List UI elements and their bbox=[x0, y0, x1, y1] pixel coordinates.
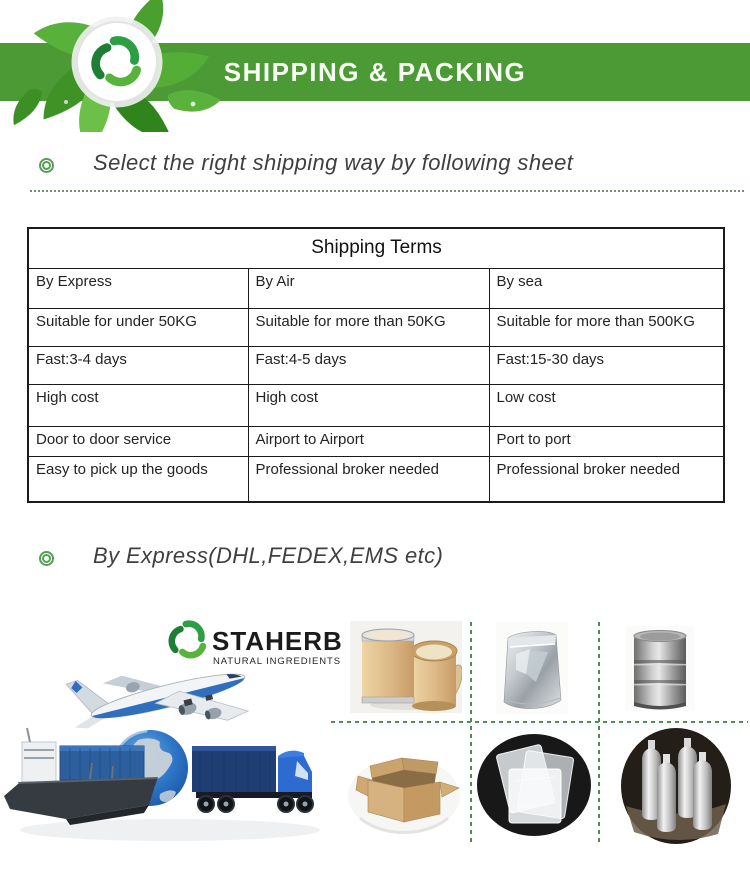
shadow bbox=[20, 819, 320, 841]
divider-dotted-line bbox=[30, 190, 744, 192]
aluminum-bottles-photo bbox=[618, 726, 734, 846]
table-cell: Fast:15-30 days bbox=[489, 347, 724, 385]
grid-dashed-line-vertical bbox=[598, 622, 600, 845]
table-row bbox=[28, 385, 724, 427]
table-cell: By sea bbox=[489, 269, 724, 309]
table-cell: High cost bbox=[248, 385, 489, 427]
table-cell: High cost bbox=[28, 385, 248, 427]
carton-box-photo bbox=[346, 736, 464, 838]
table-cell: Suitable for more than 50KG bbox=[248, 309, 489, 347]
table-row bbox=[28, 269, 724, 309]
leaf-logo-icon bbox=[8, 0, 248, 132]
table-row bbox=[28, 347, 724, 385]
table-cell: Professional broker needed bbox=[489, 457, 724, 503]
logistics-photo bbox=[0, 608, 350, 880]
truck-illustration bbox=[192, 746, 313, 812]
bullet-icon bbox=[39, 551, 54, 566]
heading-by-express: By Express(DHL,FEDEX,EMS etc) bbox=[93, 543, 444, 568]
bullet-icon bbox=[39, 158, 54, 173]
table-cell: Low cost bbox=[489, 385, 724, 427]
logo-circle bbox=[77, 22, 157, 102]
table-cell: Suitable for under 50KG bbox=[28, 309, 248, 347]
table-row bbox=[28, 427, 724, 457]
steel-drum-photo bbox=[626, 626, 694, 711]
table-cell: Suitable for more than 500KG bbox=[489, 309, 724, 347]
plastic-bags-photo bbox=[475, 729, 593, 841]
table-cell: Easy to pick up the goods bbox=[28, 457, 248, 503]
staherb-logo bbox=[167, 624, 343, 667]
banner-title: SHIPPING & PACKING bbox=[223, 57, 527, 87]
table-cell: Port to port bbox=[489, 427, 724, 457]
grid-dashed-line-horizontal bbox=[331, 721, 748, 723]
fiber-drums-photo bbox=[350, 621, 462, 713]
table-cell: By Air bbox=[248, 269, 489, 309]
logo-tagline: NATURAL INGREDIENTS bbox=[213, 656, 341, 667]
grid-dashed-line-vertical bbox=[470, 622, 472, 845]
shipping-terms-table bbox=[27, 227, 725, 503]
logo-name: STAHERB bbox=[212, 626, 343, 656]
foil-bag-photo bbox=[496, 622, 568, 714]
table-title: Shipping Terms bbox=[28, 228, 724, 269]
table-cell: Professional broker needed bbox=[248, 457, 489, 503]
table-cell: Fast:4-5 days bbox=[248, 347, 489, 385]
table-cell: By Express bbox=[28, 269, 248, 309]
table-cell: Door to door service bbox=[28, 427, 248, 457]
table-cell: Fast:3-4 days bbox=[28, 347, 248, 385]
heading-shipping-way: Select the right shipping way by following sheet bbox=[93, 150, 574, 175]
table-title-row bbox=[28, 228, 724, 269]
table-row bbox=[28, 309, 724, 347]
table-cell: Airport to Airport bbox=[248, 427, 489, 457]
triskelion-icon bbox=[167, 624, 203, 660]
table-row bbox=[28, 457, 724, 503]
